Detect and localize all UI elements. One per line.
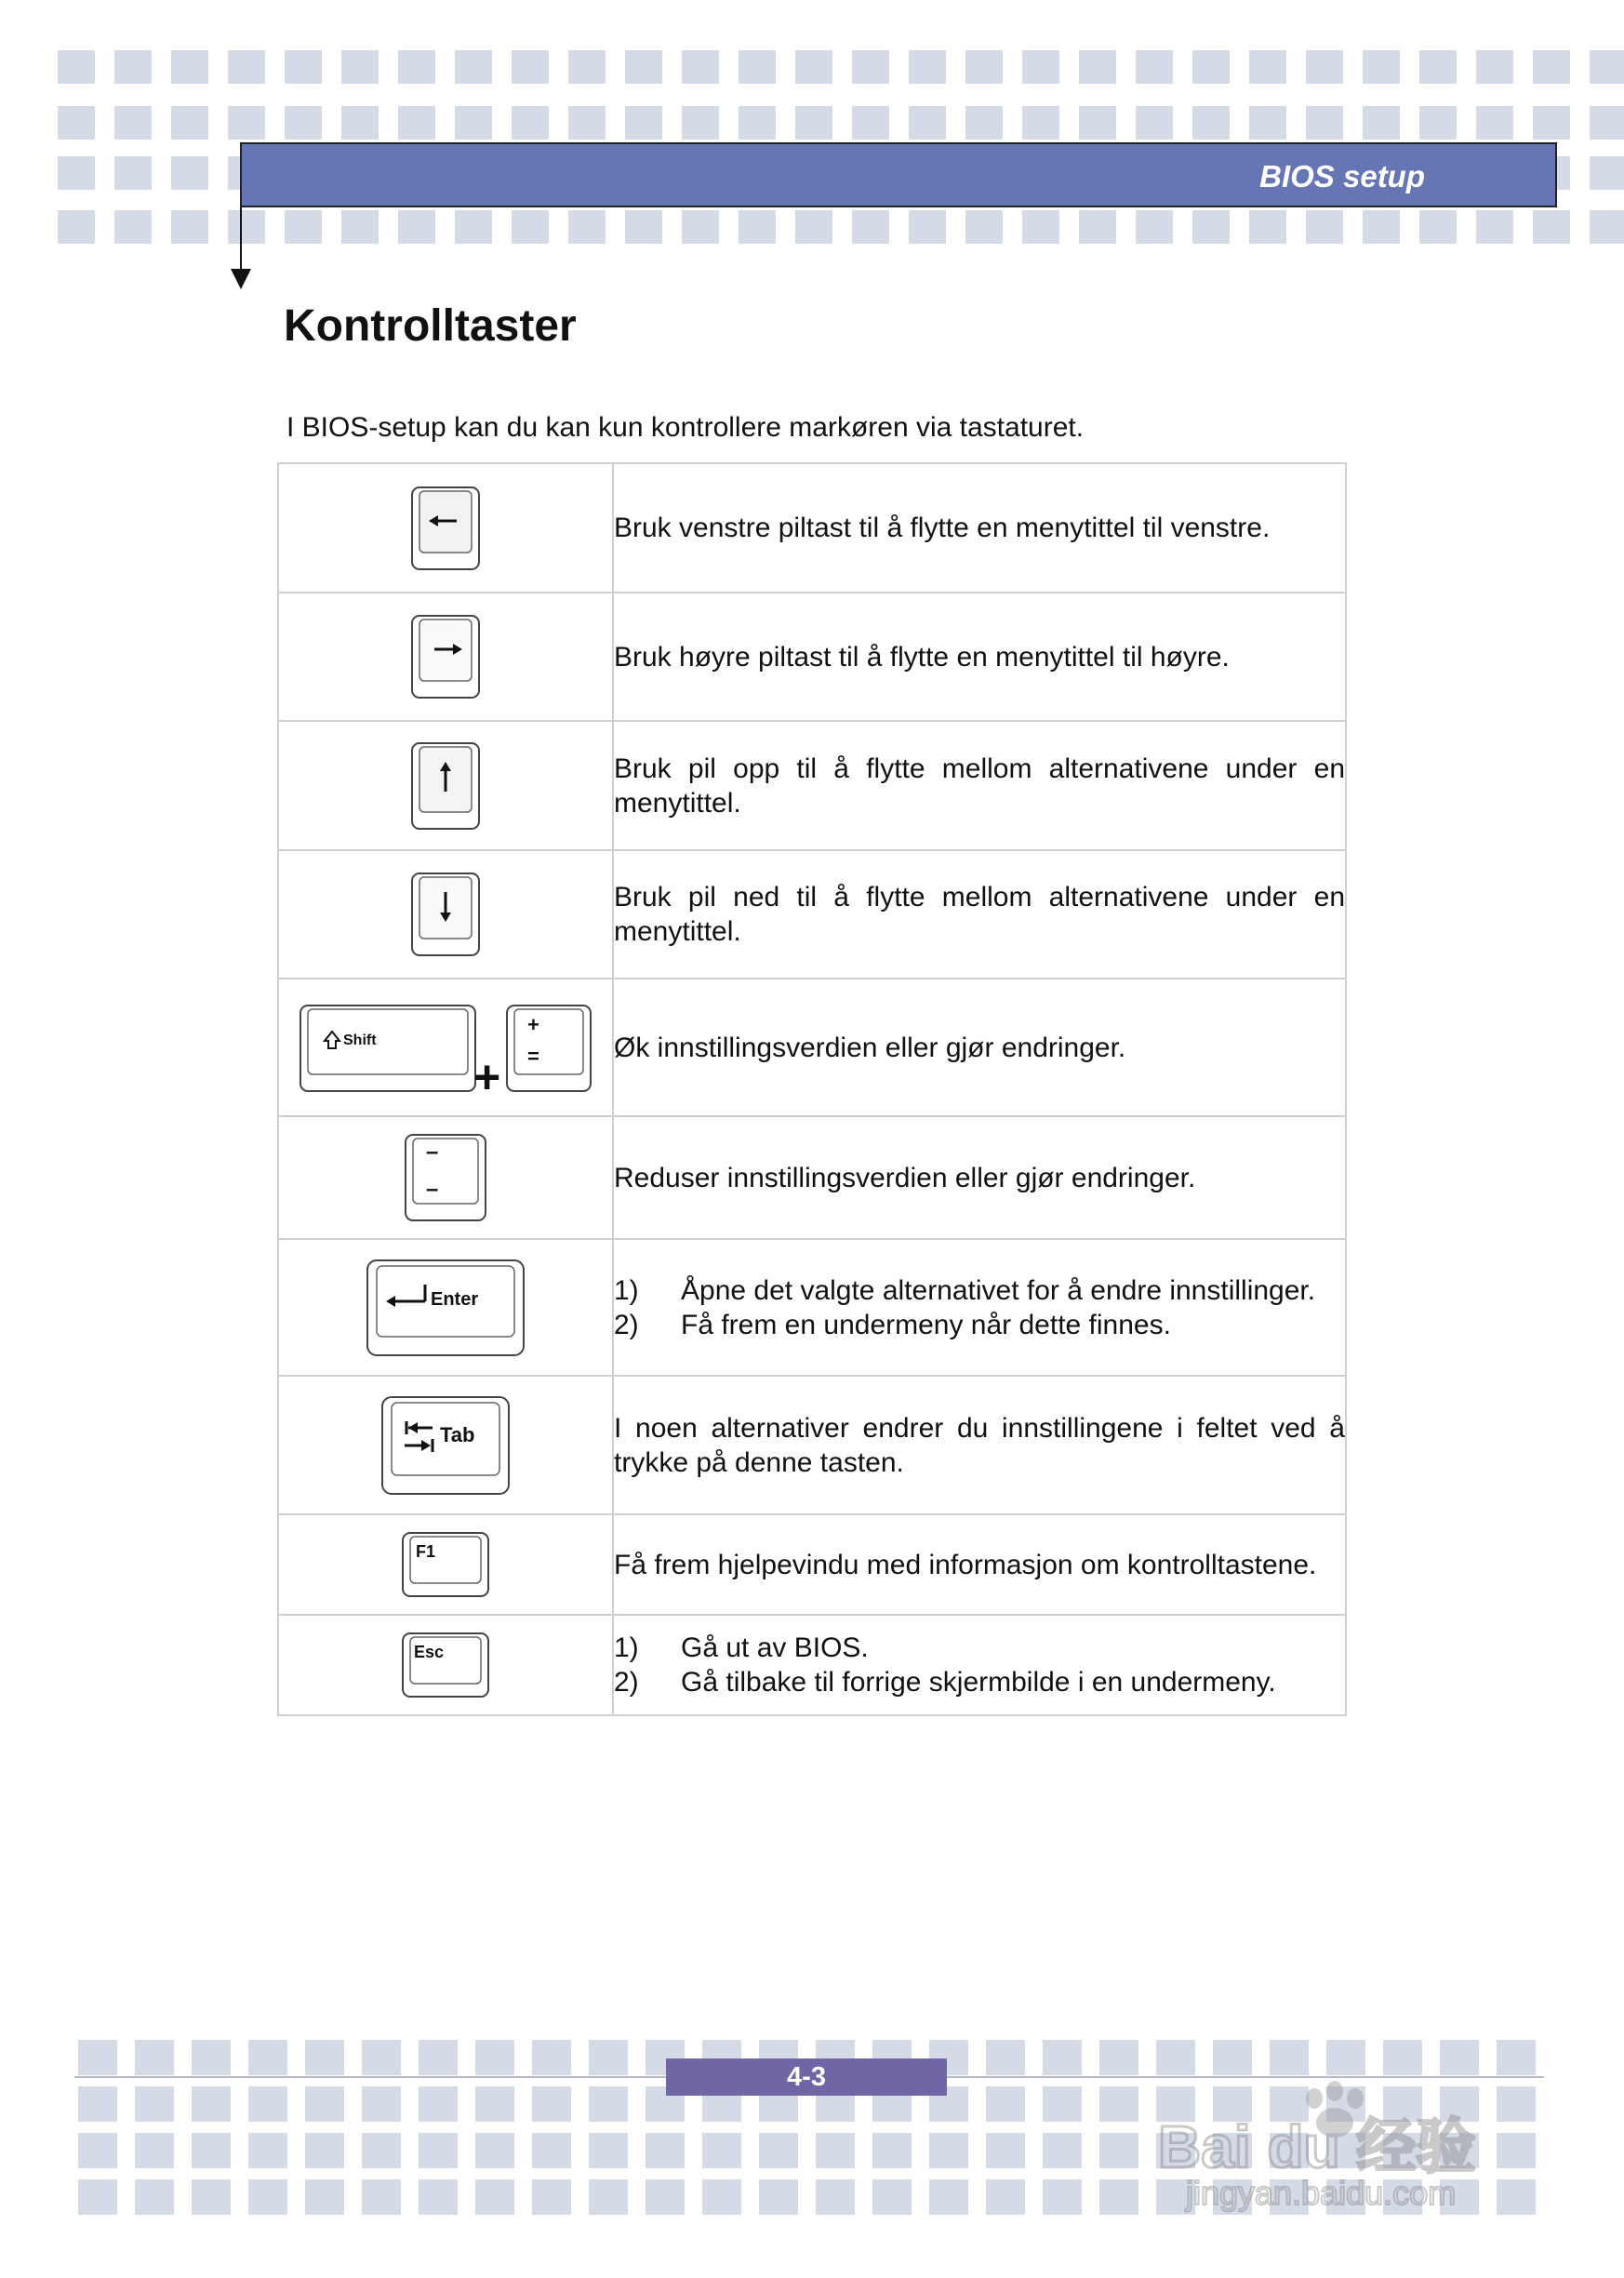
table-row: [278, 1514, 1346, 1615]
decorative-tile: [285, 106, 322, 140]
decorative-tile: [986, 2086, 1025, 2122]
decorative-tile: [909, 50, 946, 84]
minus-key-upper-label: –: [426, 1139, 439, 1165]
table-row: [278, 1376, 1346, 1514]
decorative-tile: [965, 50, 1003, 84]
decorative-tile: [1249, 50, 1286, 84]
table-row: [278, 721, 1346, 850]
description-cell: [613, 593, 1346, 721]
decorative-tile: [1590, 106, 1624, 140]
decorative-tile: [1533, 210, 1570, 244]
decorative-tile: [419, 2086, 458, 2122]
decorative-tile: [192, 2040, 231, 2075]
decorative-tile: [682, 210, 719, 244]
tab-key-icon: [379, 1393, 512, 1498]
decorative-tile: [852, 210, 889, 244]
decorative-tile: [625, 210, 662, 244]
table-row: [278, 850, 1346, 979]
decorative-tile: [1192, 50, 1230, 84]
enter-key-label: Enter: [431, 1288, 479, 1310]
description-cell: [613, 1615, 1346, 1715]
decorative-tile: [419, 2133, 458, 2168]
decorative-tile: [589, 2086, 628, 2122]
watermark-url: jingyan.baidu.com: [1186, 2174, 1457, 2212]
decorative-tile: [795, 210, 832, 244]
decorative-tile: [625, 106, 662, 140]
table-row: [278, 1116, 1346, 1239]
decorative-tile: [1306, 50, 1343, 84]
decorative-tile: [739, 106, 776, 140]
f1-key-label: F1: [416, 1542, 436, 1561]
decorative-tile: [682, 106, 719, 140]
decorative-tile: [1022, 210, 1059, 244]
decorative-tile: [625, 50, 662, 84]
table-row: [278, 463, 1346, 593]
list-item-text: Åpne det valgte alternativet for å endre innstillinger.: [681, 1274, 1316, 1306]
decorative-tile: [192, 2179, 231, 2215]
decorative-tile: [192, 2133, 231, 2168]
shift-plus-key-icon: [297, 998, 594, 1097]
decorative-tile: [568, 210, 606, 244]
decorative-tile: [1383, 2040, 1422, 2075]
decorative-tile: [1192, 210, 1230, 244]
list-item: [614, 1308, 1345, 1342]
decorative-tile: [702, 2179, 741, 2215]
decorative-tile: [759, 2133, 798, 2168]
table-row: [278, 979, 1346, 1116]
decorative-tile: [1590, 156, 1624, 190]
list-item-number: 2): [614, 1309, 639, 1340]
control-keys-table: [277, 462, 1347, 1716]
decorative-tile: [1099, 2086, 1138, 2122]
key-cell: [278, 979, 613, 1116]
decorative-tile: [192, 2086, 231, 2122]
decorative-tile: [1306, 106, 1343, 140]
decorative-tile: [362, 2179, 401, 2215]
f1-key-icon: [399, 1529, 492, 1600]
decorative-tile: [475, 2133, 514, 2168]
decorative-tile: [1363, 210, 1400, 244]
decorative-tile: [532, 2179, 571, 2215]
decorative-tile: [589, 2133, 628, 2168]
list-item: [614, 1631, 1345, 1665]
decorative-tile: [475, 2040, 514, 2075]
decorative-tile: [78, 2040, 117, 2075]
decorative-tile: [1533, 50, 1570, 84]
decorative-tile: [135, 2086, 174, 2122]
decorative-tile: [816, 2179, 855, 2215]
decorative-tile: [78, 2086, 117, 2122]
decorative-tile: [1476, 210, 1513, 244]
decorative-tile: [248, 2040, 287, 2075]
decorative-tile: [759, 2179, 798, 2215]
decorative-tile: [455, 210, 492, 244]
esc-key-icon: [399, 1630, 492, 1700]
decorative-tile: [646, 2179, 685, 2215]
decorative-tile: [1136, 210, 1173, 244]
decorative-tile: [285, 50, 322, 84]
right-arrow-key-icon: [408, 612, 483, 701]
description-cell: [613, 1239, 1346, 1376]
list-item-text: Gå tilbake til forrige skjermbilde i en undermeny.: [681, 1667, 1276, 1698]
decorative-tile: [171, 156, 208, 190]
decorative-tile: [795, 50, 832, 84]
decorative-tile: [702, 2133, 741, 2168]
row-description: Bruk pil opp til å flytte mellom alternativene under en menytittel.: [614, 753, 1345, 819]
minus-key-lower-label: –: [426, 1177, 439, 1202]
key-cell: [278, 593, 613, 721]
decorative-tile: [512, 50, 549, 84]
margin-arrow-line: [240, 207, 242, 271]
decorative-tile: [1099, 2179, 1138, 2215]
page-number: 4-3: [666, 2058, 947, 2096]
decorative-tile: [965, 210, 1003, 244]
decorative-tile: [135, 2040, 174, 2075]
key-cell: [278, 1615, 613, 1715]
decorative-tile: [114, 106, 152, 140]
description-list: [614, 1631, 1345, 1699]
section-title: BIOS setup: [1259, 159, 1425, 193]
decorative-tile: [228, 106, 265, 140]
decorative-tile: [1043, 2133, 1082, 2168]
description-cell: [613, 1514, 1346, 1615]
key-cell: [278, 1116, 613, 1239]
decorative-tile: [1440, 2040, 1479, 2075]
decorative-tile: [909, 210, 946, 244]
decorative-tile: [1363, 106, 1400, 140]
decorative-tile: [589, 2040, 628, 2075]
decorative-tile: [114, 210, 152, 244]
decorative-tile: [512, 106, 549, 140]
decorative-tile: [1419, 50, 1457, 84]
decorative-tile: [341, 210, 379, 244]
decorative-tile: [1192, 106, 1230, 140]
decorative-tile: [305, 2040, 344, 2075]
decorative-tile: [1419, 106, 1457, 140]
baidu-watermark: [1149, 2074, 1539, 2214]
decorative-tile: [1363, 50, 1400, 84]
description-cell: [613, 1116, 1346, 1239]
list-item-number: 1): [614, 1632, 639, 1663]
section-banner: [240, 142, 1557, 207]
decorative-tile: [1156, 2040, 1195, 2075]
row-description: I noen alternativer endrer du innstillingene i feltet ved å trykke på denne tasten.: [614, 1412, 1345, 1478]
decorative-tile: [1213, 2040, 1252, 2075]
table-row: [278, 1615, 1346, 1715]
row-description: Bruk pil ned til å flytte mellom alternativene under en menytittel.: [614, 882, 1345, 947]
key-cell: [278, 463, 613, 593]
decorative-tile: [171, 50, 208, 84]
minus-key-icon: [402, 1131, 489, 1224]
decorative-tile: [58, 106, 95, 140]
decorative-tile: [58, 156, 95, 190]
decorative-tile: [1476, 106, 1513, 140]
decorative-tile: [795, 106, 832, 140]
equals-key-label: =: [527, 1045, 539, 1068]
decorative-tile: [114, 50, 152, 84]
decorative-tile: [986, 2040, 1025, 2075]
description-cell: [613, 1376, 1346, 1514]
key-cell: [278, 1514, 613, 1615]
decorative-tile: [568, 50, 606, 84]
list-item: [614, 1273, 1345, 1308]
decorative-tile: [1136, 106, 1173, 140]
shift-key-label: Shift: [343, 1032, 377, 1048]
list-item-text: Få frem en undermeny når dette finnes.: [681, 1309, 1171, 1340]
decorative-tile: [1270, 2040, 1309, 2075]
decorative-tile: [872, 2179, 912, 2215]
decorative-tile: [362, 2040, 401, 2075]
decorative-tile: [1590, 210, 1624, 244]
decorative-tile: [532, 2086, 571, 2122]
decorative-tile: [58, 210, 95, 244]
decorative-tile: [78, 2179, 117, 2215]
decorative-tile: [1326, 2040, 1365, 2075]
decorative-tile: [398, 50, 435, 84]
row-description: Reduser innstillingsverdien eller gjør endringer.: [614, 1162, 1196, 1193]
plus-key-label: +: [527, 1013, 539, 1036]
decorative-tile: [568, 106, 606, 140]
description-cell: [613, 979, 1346, 1116]
key-cell: [278, 721, 613, 850]
decorative-tile: [1079, 50, 1116, 84]
decorative-tile: [341, 106, 379, 140]
decorative-tile: [248, 2133, 287, 2168]
decorative-tile: [248, 2179, 287, 2215]
decorative-tile: [305, 2086, 344, 2122]
page-title: Kontrolltaster: [284, 301, 577, 351]
row-description: Bruk høyre piltast til å flytte en menytittel til høyre.: [614, 641, 1230, 673]
decorative-tile: [1079, 210, 1116, 244]
decorative-tile: [816, 2133, 855, 2168]
intro-text: I BIOS-setup kan du kan kun kontrollere markøren via tastaturet.: [286, 412, 1085, 443]
row-description: Bruk venstre piltast til å flytte en menytittel til venstre.: [614, 513, 1271, 543]
decorative-tile: [362, 2086, 401, 2122]
decorative-tile: [965, 106, 1003, 140]
decorative-tile: [248, 2086, 287, 2122]
decorative-tile: [455, 50, 492, 84]
description-cell: [613, 463, 1346, 593]
decorative-tile: [986, 2179, 1025, 2215]
decorative-tile: [1079, 106, 1116, 140]
decorative-tile: [1099, 2133, 1138, 2168]
decorative-tile: [532, 2040, 571, 2075]
decorative-tile: [135, 2179, 174, 2215]
decorative-tile: [589, 2179, 628, 2215]
decorative-tile: [171, 210, 208, 244]
decorative-tile: [1043, 2040, 1082, 2075]
watermark-brand: Bai du 经验: [1158, 2113, 1476, 2180]
decorative-tile: [78, 2133, 117, 2168]
decorative-tile: [929, 2133, 968, 2168]
decorative-tile: [1476, 50, 1513, 84]
list-item-number: 1): [614, 1274, 639, 1306]
esc-key-label: Esc: [414, 1643, 445, 1661]
decorative-tile: [398, 210, 435, 244]
decorative-tile: [1022, 50, 1059, 84]
decorative-tile: [1533, 106, 1570, 140]
decorative-tile: [739, 210, 776, 244]
decorative-tile: [305, 2133, 344, 2168]
decorative-tile: [455, 106, 492, 140]
decorative-tile: [475, 2086, 514, 2122]
decorative-tile: [852, 50, 889, 84]
decorative-tile: [1497, 2040, 1536, 2075]
list-item-number: 2): [614, 1667, 639, 1698]
decorative-tile: [475, 2179, 514, 2215]
decorative-tile: [512, 210, 549, 244]
key-cell: [278, 850, 613, 979]
up-arrow-key-icon: [408, 739, 483, 833]
decorative-tile: [1249, 210, 1286, 244]
row-description: Øk innstillingsverdien eller gjør endringer.: [614, 1032, 1126, 1063]
decorative-tile: [532, 2133, 571, 2168]
decorative-tile: [398, 106, 435, 140]
decorative-tile: [285, 210, 322, 244]
key-cell: [278, 1239, 613, 1376]
decorative-tile: [852, 106, 889, 140]
decorative-tile: [419, 2040, 458, 2075]
decorative-tile: [58, 50, 95, 84]
description-cell: [613, 850, 1346, 979]
down-arrow-key-icon: [408, 870, 483, 959]
decorative-tile: [228, 50, 265, 84]
decorative-tile: [646, 2133, 685, 2168]
decorative-tile: [341, 50, 379, 84]
decorative-tile: [1043, 2086, 1082, 2122]
table-row: [278, 1239, 1346, 1376]
decorative-tile: [1043, 2179, 1082, 2215]
decorative-tile: [1099, 2040, 1138, 2075]
decorative-tile: [1022, 106, 1059, 140]
decorative-tile: [305, 2179, 344, 2215]
decorative-tile: [682, 50, 719, 84]
decorative-tile: [1136, 50, 1173, 84]
decorative-tile: [171, 106, 208, 140]
decorative-tile: [1306, 210, 1343, 244]
table-row: [278, 593, 1346, 721]
decorative-tile: [1590, 50, 1624, 84]
decorative-tile: [739, 50, 776, 84]
decorative-tile: [909, 106, 946, 140]
margin-arrow-head: [231, 269, 251, 289]
decorative-tile: [419, 2179, 458, 2215]
plus-combination-sign: +: [473, 1051, 501, 1097]
enter-key-icon: [364, 1257, 527, 1359]
decorative-tile: [872, 2133, 912, 2168]
description-list: [614, 1273, 1345, 1342]
list-item: [614, 1665, 1345, 1699]
decorative-tile: [362, 2133, 401, 2168]
decorative-tile: [1419, 210, 1457, 244]
tab-key-label: Tab: [440, 1422, 475, 1446]
left-arrow-key-icon: [408, 484, 483, 573]
row-description: Få frem hjelpevindu med informasjon om kontrolltastene.: [614, 1549, 1317, 1580]
decorative-tile: [1249, 106, 1286, 140]
decorative-tile: [114, 156, 152, 190]
decorative-tile: [986, 2133, 1025, 2168]
decorative-tile: [135, 2133, 174, 2168]
decorative-tile: [228, 210, 265, 244]
list-item-text: Gå ut av BIOS.: [681, 1632, 869, 1663]
decorative-tile: [929, 2179, 968, 2215]
description-cell: [613, 721, 1346, 850]
key-cell: [278, 1376, 613, 1514]
